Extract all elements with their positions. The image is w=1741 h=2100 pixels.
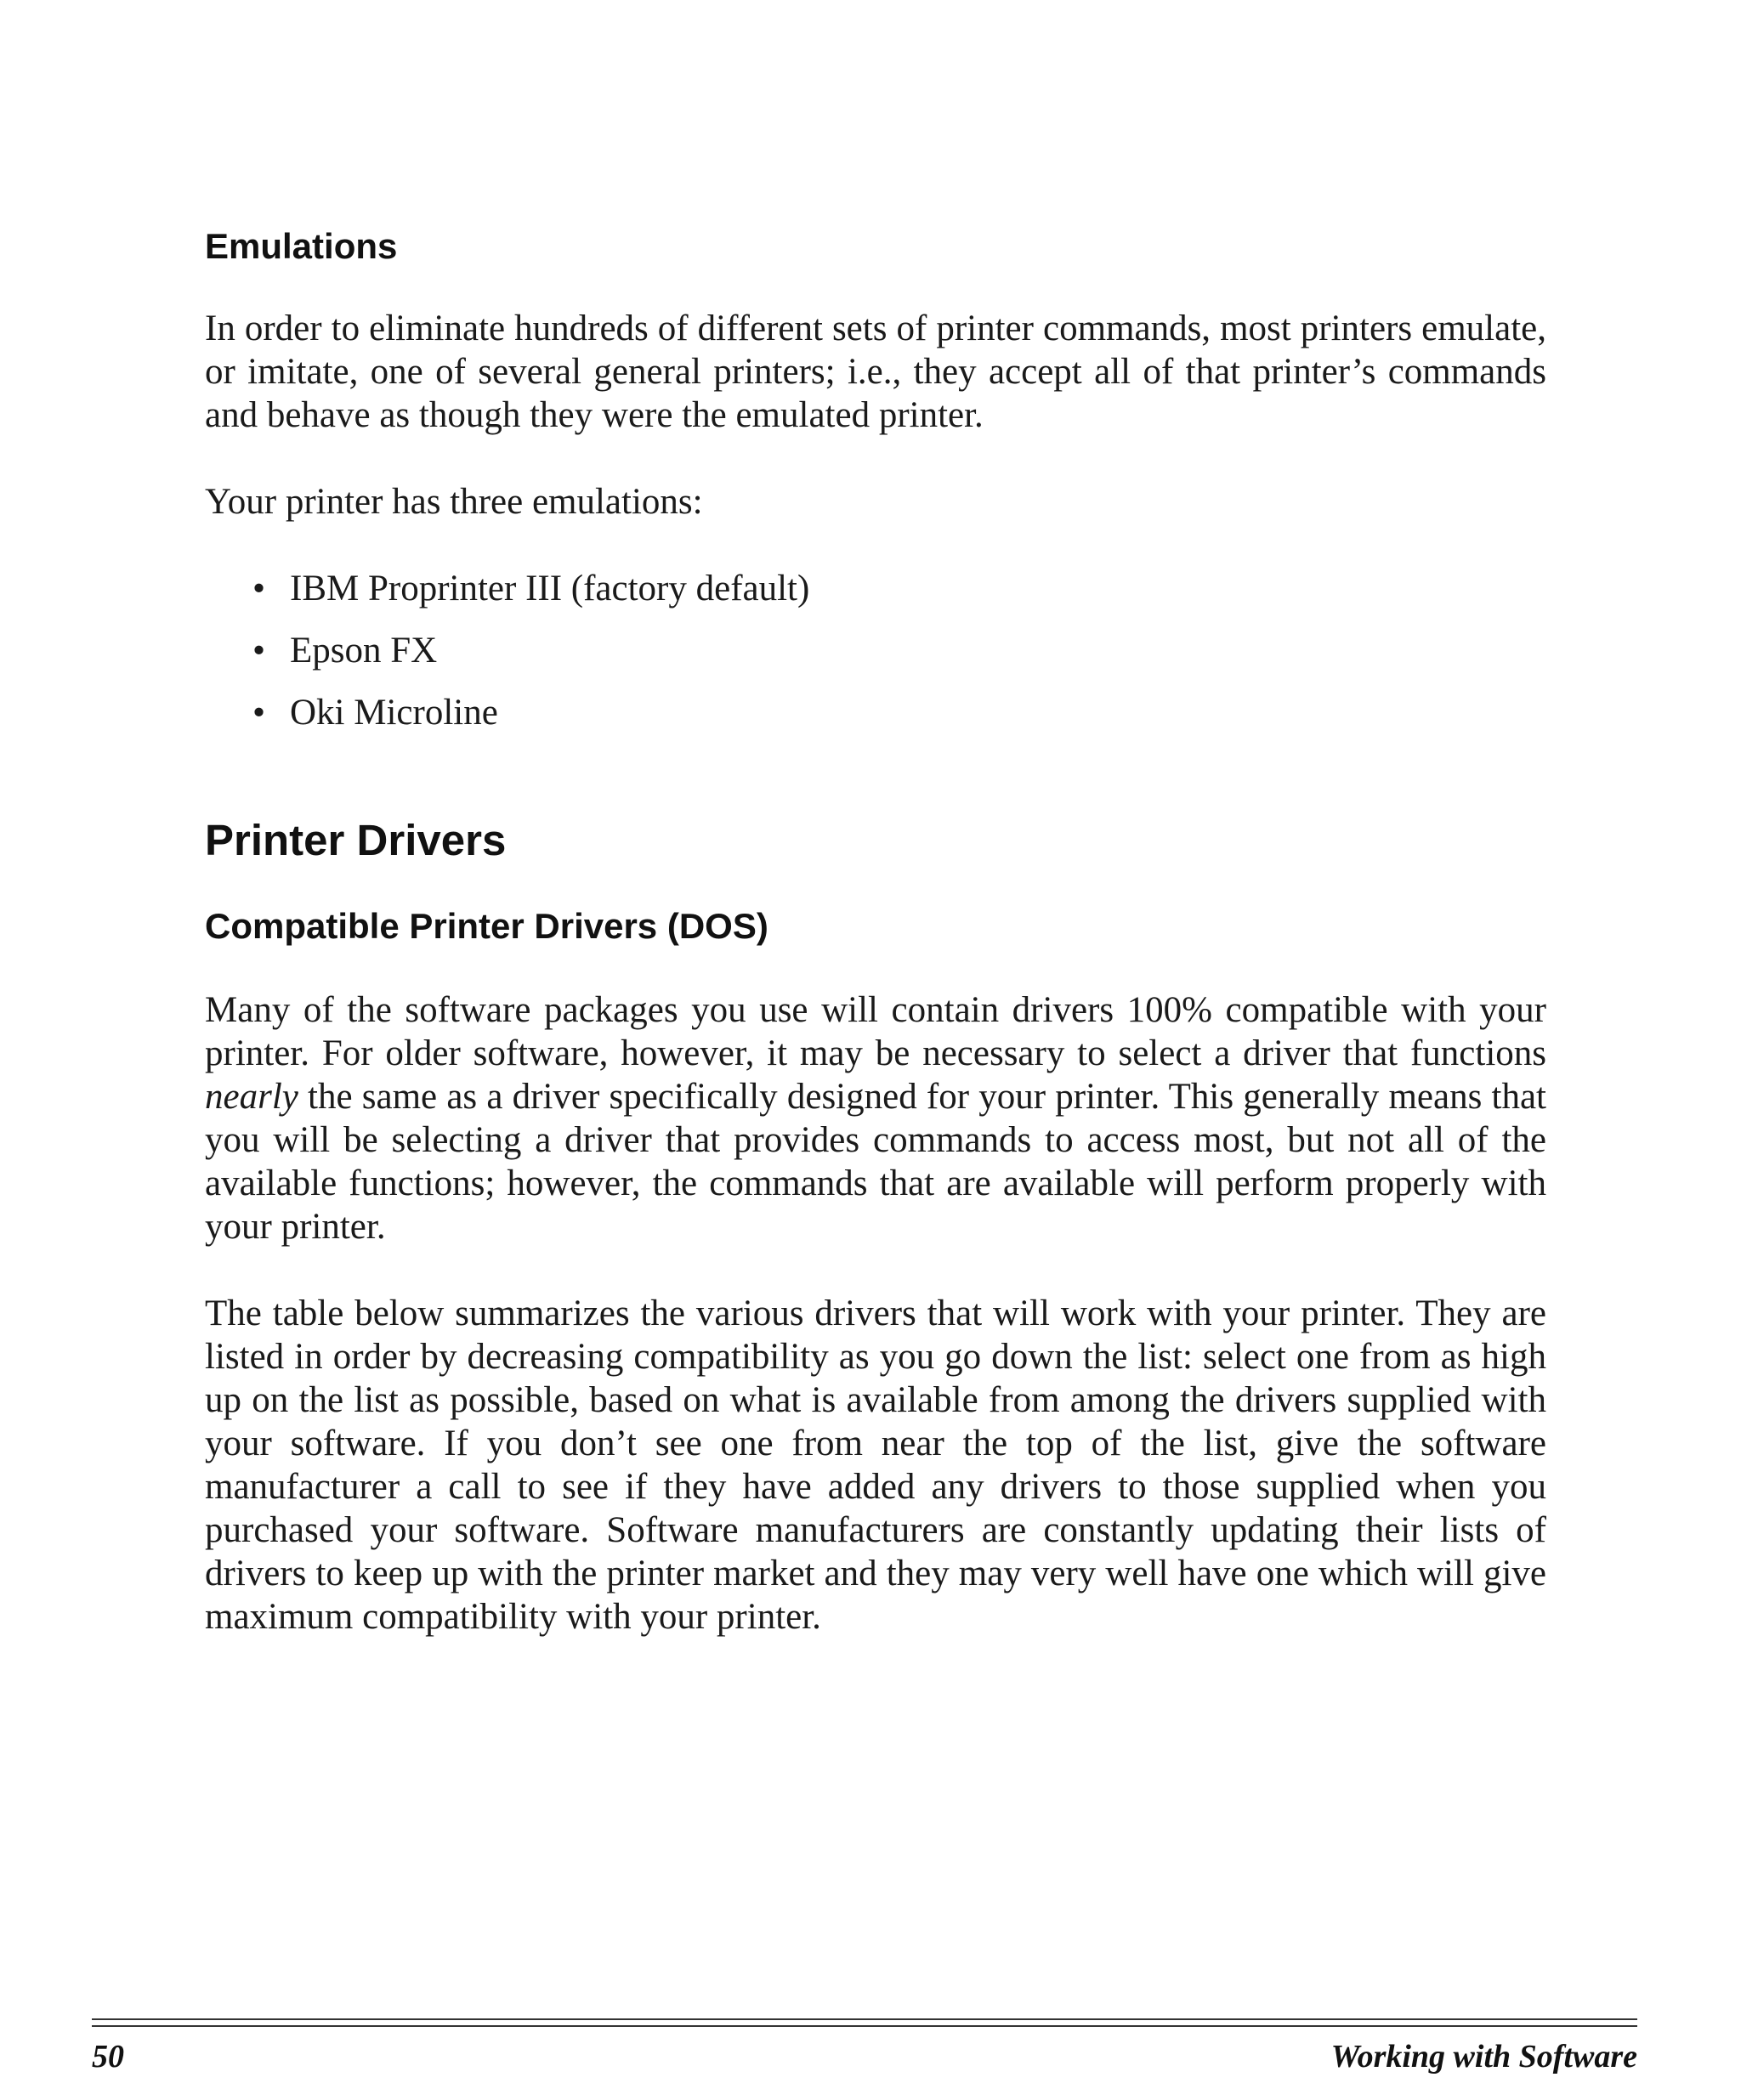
emulations-lead-paragraph: Your printer has three emulations: <box>205 482 703 522</box>
drivers-paragraph-1 <box>205 988 1546 1248</box>
footer-rule-bottom <box>92 2025 1637 2027</box>
printer-drivers-heading: Printer Drivers <box>205 816 507 864</box>
drivers-paragraph-1-start: Many of the software packages you use will contain drivers 100% compatible with your printer. For older software, however, it may be necessary to select a driver that functions <box>205 990 1546 1073</box>
drivers-paragraph-1-emphasis: nearly <box>205 1077 298 1117</box>
list-item-label: Oki Microline <box>290 693 498 733</box>
compatible-drivers-subheading: Compatible Printer Drivers (DOS) <box>205 906 768 946</box>
bullet-icon: • <box>252 569 266 608</box>
bullet-icon: • <box>252 693 266 733</box>
footer-page-number: 50 <box>92 2039 124 2075</box>
page-content <box>205 224 1546 1639</box>
list-item <box>205 691 1546 734</box>
list-item <box>205 567 1546 610</box>
list-item-label: IBM Proprinter III (factory default) <box>290 569 810 608</box>
emulations-intro-paragraph: In order to eliminate hundreds of different sets of printer commands, most printers emulate, or imitate, one of several general printers; i.e., they accept all of that printer’s commands and behave as though they were the emulated printer. <box>205 308 1546 435</box>
drivers-paragraph-1-end: the same as a driver specifically designed for your printer. This generally means that you will be selecting a driver that provides commands to access most, but not all of the available functions; however, the commands that are available will perform properly with your printer. <box>205 1077 1546 1247</box>
emulations-list <box>205 567 1546 734</box>
drivers-paragraph-2: The table below summarizes the various drivers that will work with your printer. They are listed in order by decreasing compatibility as you go down the list: select one from as high up on the list as possible, based on what is available from among the drivers supplied with your software. If you don’t see one from near the top of the list, give the software manufacturer a call to see if they have added any drivers to those supplied when you purchased your software. Software manufacturers are constantly updating their lists of drivers to keep up with the printer market and they may very well have one which will give maximum compatibility with your printer. <box>205 1293 1546 1637</box>
bullet-icon: • <box>252 631 266 671</box>
list-item-label: Epson FX <box>290 631 438 671</box>
emulations-heading: Emulations <box>205 226 398 266</box>
footer-rule-top <box>92 2018 1637 2020</box>
list-item <box>205 629 1546 672</box>
footer-section-title: Working with Software <box>1330 2039 1637 2075</box>
